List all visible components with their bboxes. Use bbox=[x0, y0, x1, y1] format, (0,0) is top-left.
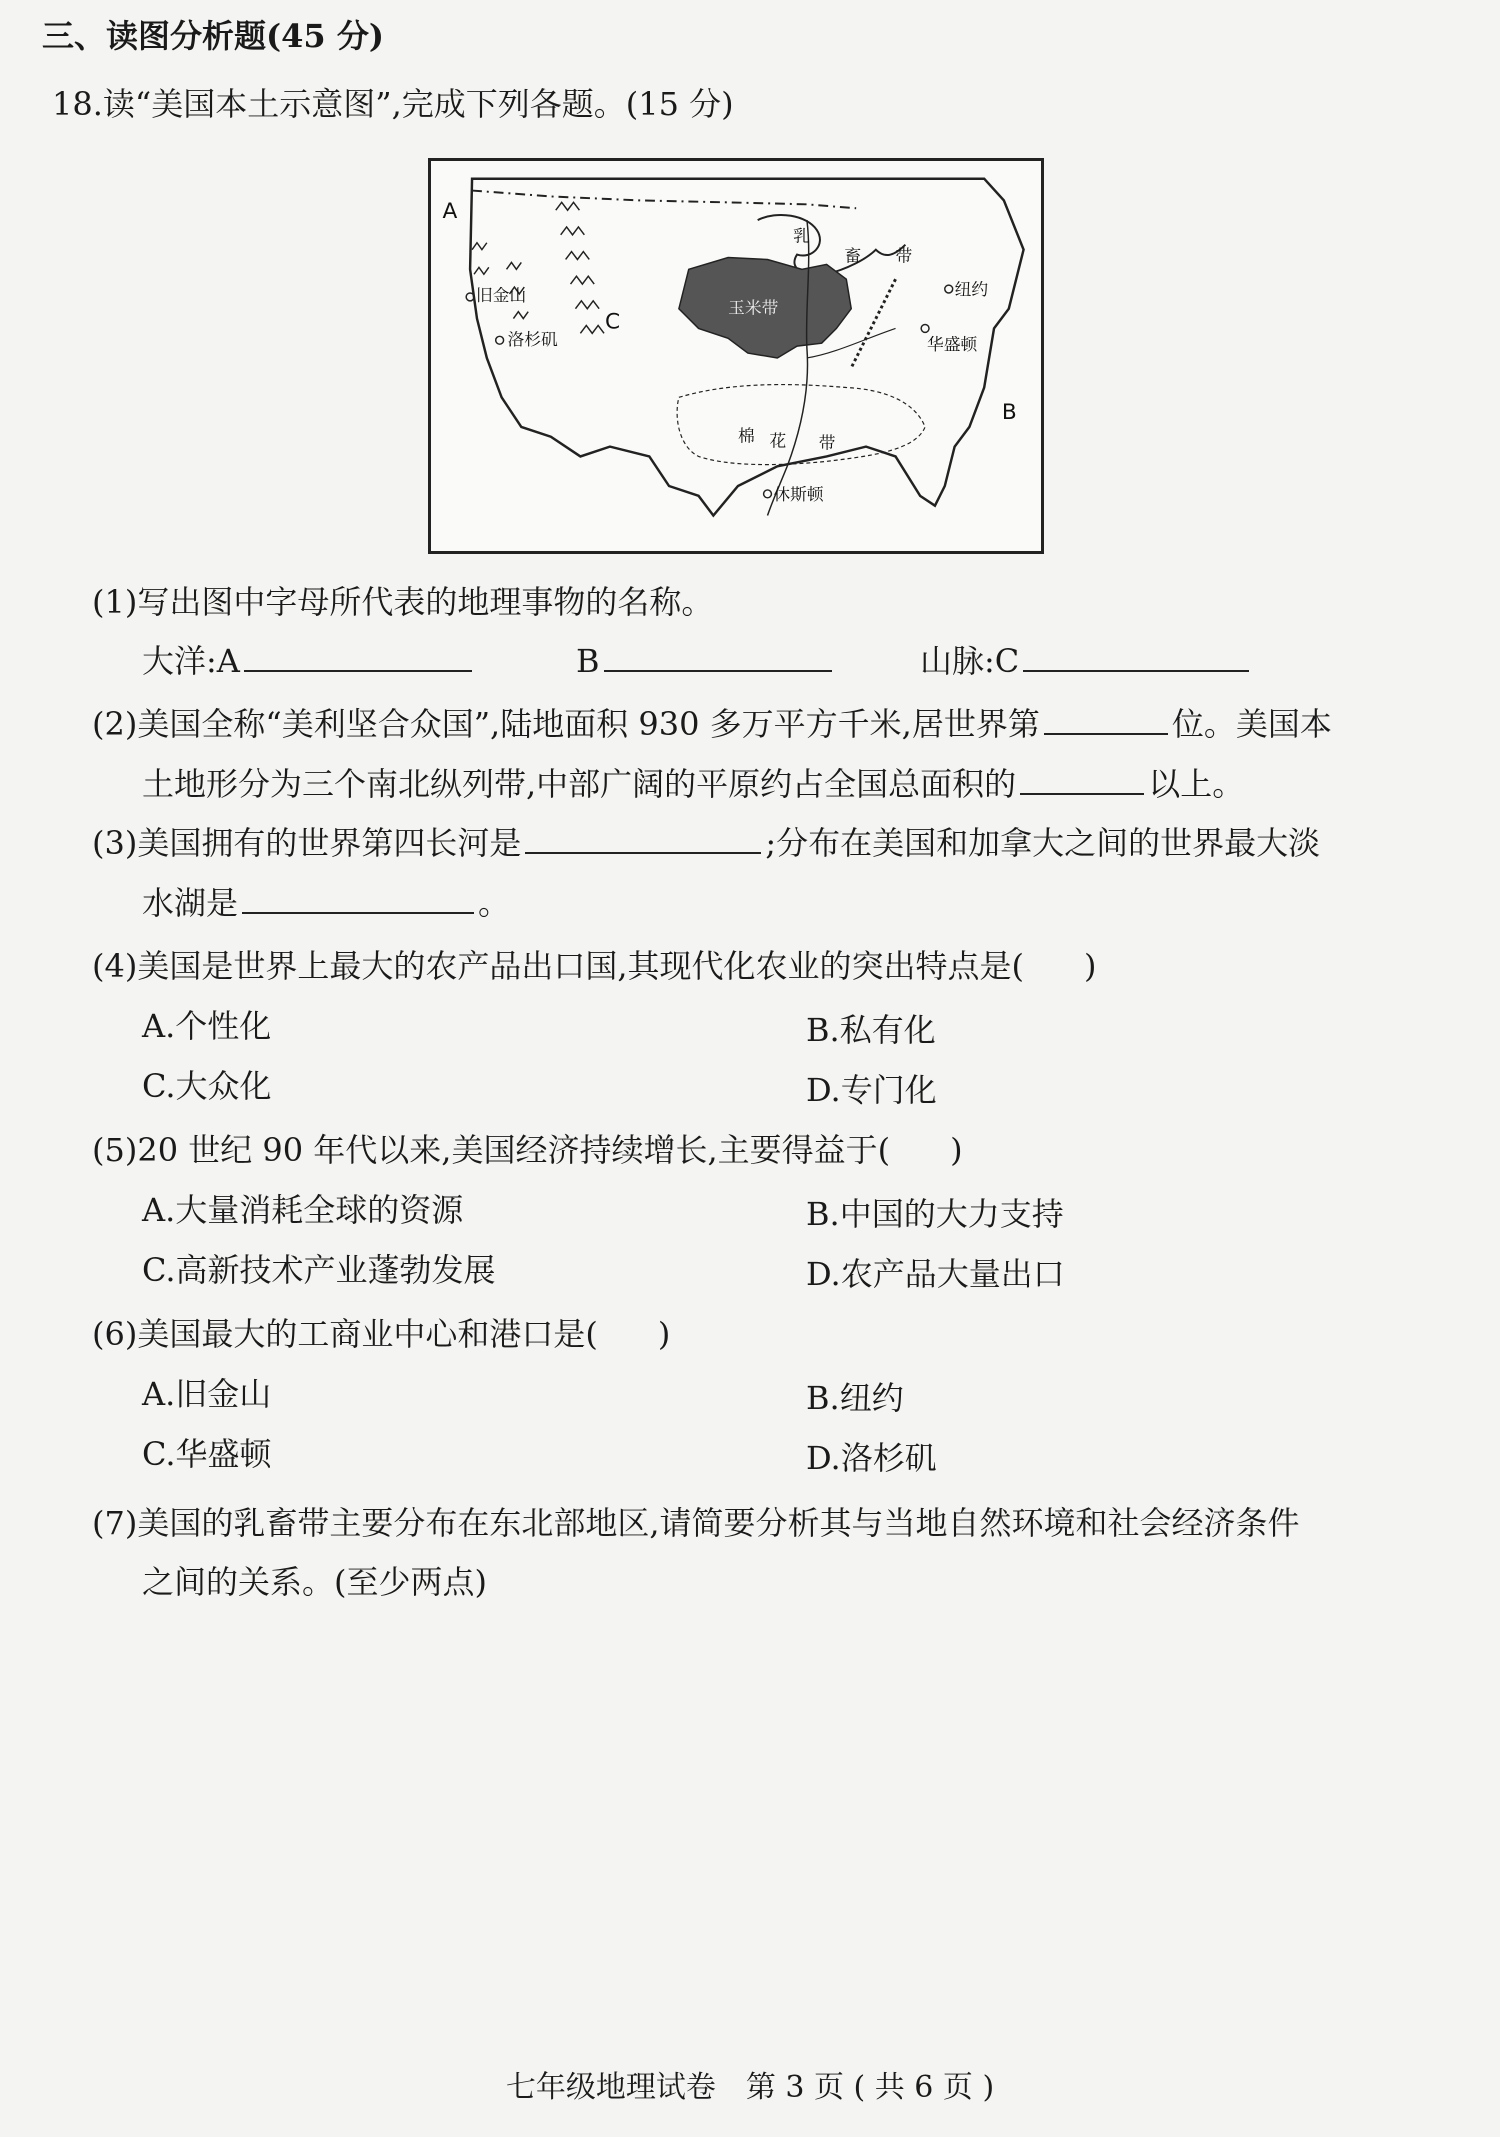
q5-option-d: D.农产品大量出口 bbox=[806, 1255, 1065, 1293]
dairy-label-3: 带 bbox=[895, 245, 913, 266]
q4-option-c: C.大众化 bbox=[142, 1067, 272, 1105]
blank-q2-rank[interactable] bbox=[1044, 703, 1168, 735]
appalachians bbox=[851, 279, 895, 368]
coastal-mountains bbox=[472, 243, 528, 319]
corn-belt-label: 玉米带 bbox=[728, 297, 779, 318]
q1-ocean-a bbox=[142, 640, 476, 681]
q3-line1 bbox=[92, 822, 1320, 863]
blank-q2-fraction[interactable] bbox=[1020, 763, 1144, 795]
map-letter-b: B bbox=[1001, 400, 1017, 426]
page-footer: 七年级地理试卷 第 3 页 ( 共 6 页 ) bbox=[505, 2070, 995, 2105]
q6-option-a: A.旧金山 bbox=[142, 1375, 272, 1413]
q1-b bbox=[576, 640, 836, 681]
q3-line2b: 。 bbox=[478, 884, 511, 922]
q1-b-label: B bbox=[576, 642, 600, 680]
q4-option-d: D.专门化 bbox=[806, 1071, 937, 1109]
blank-q3-river[interactable] bbox=[525, 822, 761, 854]
city-sf: 旧金山 bbox=[476, 284, 527, 305]
city-houston: 休斯顿 bbox=[773, 483, 824, 504]
q2-line2b: 以上。 bbox=[1148, 765, 1245, 803]
q4-option-a: A.个性化 bbox=[142, 1007, 272, 1045]
border-line bbox=[472, 191, 856, 209]
q7-line2: 之间的关系。(至少两点) bbox=[142, 1563, 487, 1601]
q2-line1b: 位。美国本 bbox=[1171, 705, 1332, 743]
map-letter-a: A bbox=[442, 199, 458, 225]
q1-ocean-label: 大洋:A bbox=[142, 642, 240, 680]
q2-line1 bbox=[92, 703, 1332, 744]
q2-line2 bbox=[142, 763, 1244, 804]
q1-text: (1)写出图中字母所代表的地理事物的名称。 bbox=[92, 583, 714, 621]
q1-mountain-c bbox=[920, 640, 1253, 681]
houston-dot bbox=[764, 490, 772, 498]
q6-option-b: B.纽约 bbox=[806, 1379, 904, 1417]
q1-mountain-label: 山脉:C bbox=[920, 642, 1020, 680]
la-dot bbox=[496, 336, 504, 344]
blank-b[interactable] bbox=[604, 640, 832, 672]
cotton-label-1: 棉 bbox=[737, 425, 755, 446]
cotton-label-2: 花 bbox=[769, 430, 787, 451]
usa-map-svg bbox=[431, 161, 1041, 551]
q6-stem: (6)美国最大的工商业中心和港口是( bbox=[92, 1315, 598, 1353]
blank-a[interactable] bbox=[244, 640, 472, 672]
q6-option-c: C.华盛顿 bbox=[142, 1435, 272, 1473]
q2-line1a: (2)美国全称“美利坚合众国”,陆地面积 930 多万平方千米,居世界第 bbox=[92, 705, 1040, 743]
dairy-label-2: 畜 bbox=[844, 245, 862, 266]
ny-dot bbox=[945, 285, 953, 293]
dairy-label-1: 乳 bbox=[793, 225, 810, 246]
q5-option-b: B.中国的大力支持 bbox=[806, 1195, 1064, 1233]
usa-map bbox=[428, 158, 1044, 554]
q5-close: ) bbox=[950, 1131, 963, 1169]
q4-text bbox=[92, 946, 1096, 986]
q7-line1: (7)美国的乳畜带主要分布在东北部地区,请简要分析其与当地自然环境和社会经济条件 bbox=[92, 1504, 1300, 1542]
q6-option-d: D.洛杉矶 bbox=[806, 1439, 937, 1477]
q3-line2a: 水湖是 bbox=[142, 884, 239, 922]
rocky-mountains bbox=[556, 202, 604, 333]
q2-line2a: 土地形分为三个南北纵列带,中部广阔的平原约占全国总面积的 bbox=[142, 765, 1017, 803]
q3-line1a: (3)美国拥有的世界第四长河是 bbox=[92, 824, 522, 862]
cotton-label-3: 带 bbox=[818, 432, 836, 453]
q6-close: ) bbox=[657, 1315, 671, 1353]
q5-text bbox=[92, 1130, 963, 1170]
q5-option-a: A.大量消耗全球的资源 bbox=[142, 1191, 464, 1229]
map-letter-c: C bbox=[605, 309, 621, 335]
blank-q3-lake[interactable] bbox=[242, 882, 474, 914]
city-ny: 纽约 bbox=[954, 278, 989, 299]
section-title: 三、读图分析题(45 分) bbox=[42, 17, 384, 55]
question-18-stem: 18.读“美国本土示意图”,完成下列各题。(15 分) bbox=[52, 85, 734, 123]
q5-stem: (5)20 世纪 90 年代以来,美国经济持续增长,主要得益于( bbox=[92, 1131, 891, 1169]
q3-line2 bbox=[142, 882, 510, 923]
city-dc: 华盛顿 bbox=[927, 334, 978, 355]
q6-text bbox=[92, 1314, 670, 1354]
blank-c[interactable] bbox=[1023, 640, 1249, 672]
q4-option-b: B.私有化 bbox=[806, 1011, 936, 1049]
dc-dot bbox=[921, 324, 929, 332]
q3-line1b: ;分布在美国和加拿大之间的世界最大淡 bbox=[765, 824, 1321, 862]
city-la: 洛杉矶 bbox=[507, 329, 558, 350]
q4-close: ) bbox=[1084, 947, 1097, 985]
q5-option-c: C.高新技术产业蓬勃发展 bbox=[142, 1251, 496, 1289]
q4-stem: (4)美国是世界上最大的农产品出口国,其现代化农业的突出特点是( bbox=[92, 947, 1024, 985]
